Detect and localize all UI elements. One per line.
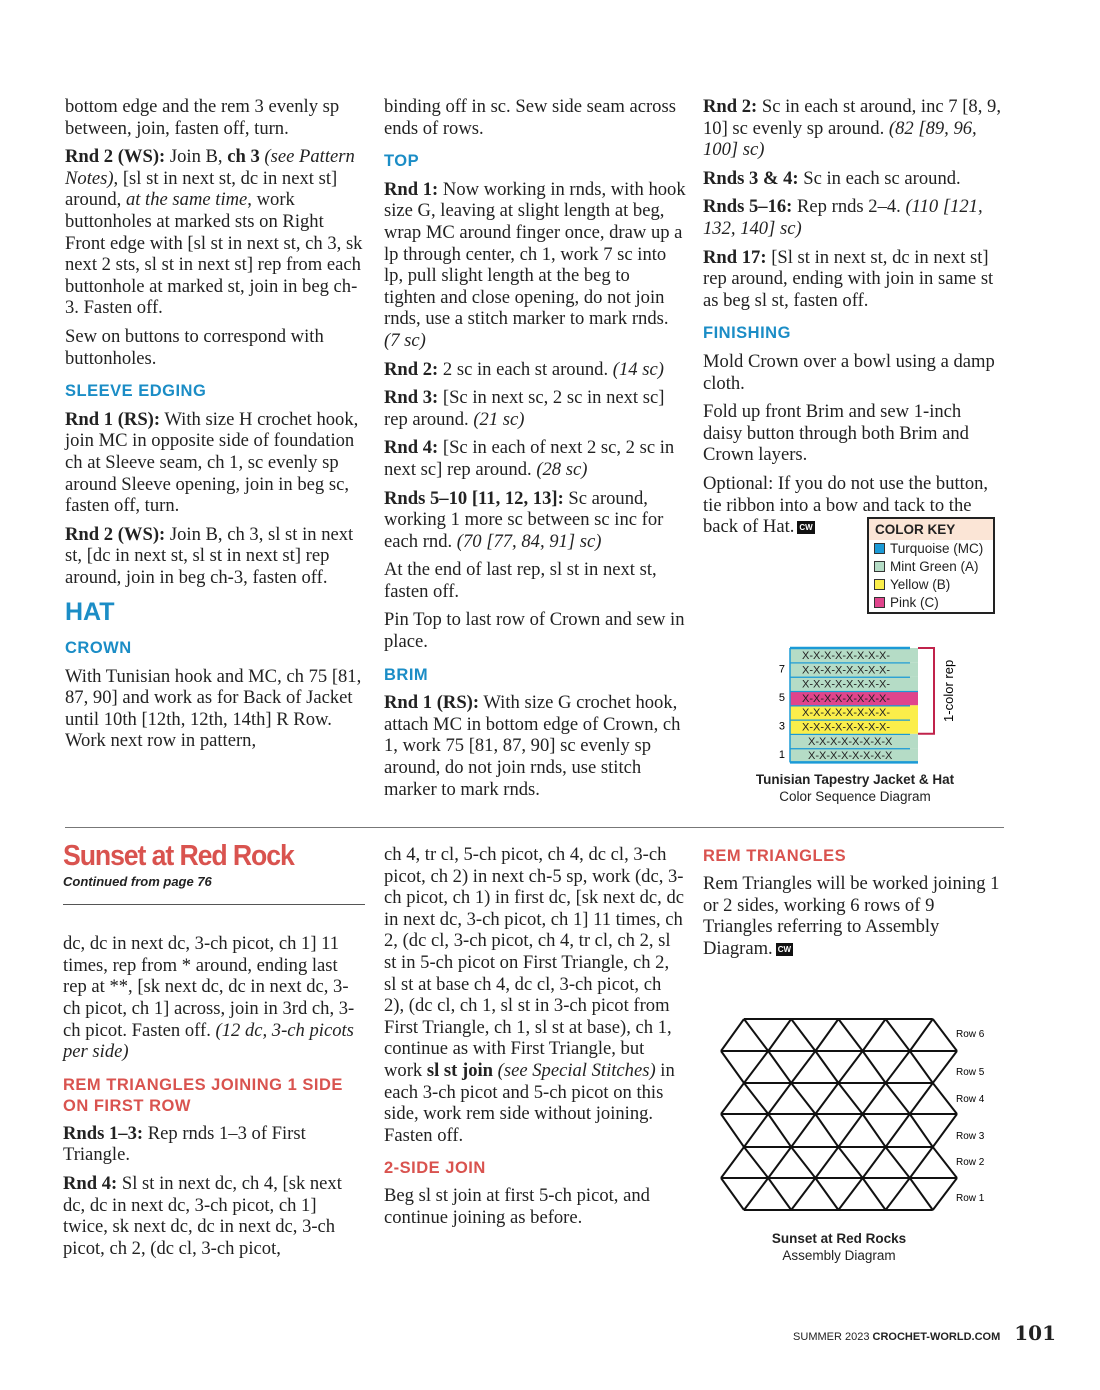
page-number: 101 — [1014, 1321, 1056, 1345]
text-run: [Sc in each of next 2 sc, 2 sc in next sc] rep around. — [384, 437, 675, 480]
triangle-edge — [744, 1114, 768, 1147]
section-heading: 2-SIDE JOIN — [384, 1159, 486, 1178]
section-heading: REM TRIANGLES — [703, 847, 847, 865]
italic-run: (28 sc) — [536, 458, 588, 480]
page-footer — [793, 1321, 1056, 1345]
text-run: binding off in sc. Sew side seam across ends of rows. — [384, 96, 676, 139]
triangle-edge — [863, 1051, 886, 1083]
triangle-edge — [933, 1019, 957, 1051]
text-run: [Sc in next sc, 2 sc in next sc] rep around. — [384, 387, 665, 430]
bottom-column-3 — [703, 834, 1005, 966]
triangle-edge — [933, 1114, 957, 1147]
text-run: Sew on buttons to correspond with buttonholes. — [65, 325, 324, 369]
triangle-edge — [910, 1147, 933, 1178]
triangle-edge — [838, 1178, 862, 1210]
bold-run: ch 3 — [227, 146, 260, 168]
paragraph — [384, 1185, 686, 1228]
triangle-edge — [791, 1147, 815, 1178]
text-run: Sc in each sc around. — [798, 167, 961, 189]
bold-run: Rnds 1–3: — [63, 1122, 144, 1144]
triangle-edge — [791, 1083, 815, 1114]
paragraph — [65, 326, 367, 369]
row-label: Row 5 — [956, 1067, 985, 1078]
repeat-bracket — [918, 648, 934, 734]
paragraph — [384, 488, 686, 553]
bold-run: Rnds 3 & 4: — [703, 167, 799, 189]
article-continued: Continued from page 76 — [63, 873, 212, 889]
row-number: 3 — [778, 720, 785, 733]
triangle-edge — [791, 1114, 815, 1147]
bold-run: Rnd 3: — [384, 387, 439, 409]
paragraph — [65, 524, 367, 589]
top-column-1 — [65, 96, 367, 759]
triangle-edge — [744, 1178, 768, 1210]
stitch-row: X-X-X-X-X-X-X-X- — [802, 678, 890, 691]
paragraph — [703, 401, 1005, 466]
triangle-edge — [721, 1051, 744, 1083]
triangle-edge — [863, 1019, 886, 1051]
color-key-label: Mint Green (A) — [890, 558, 979, 574]
italic-run: (see Pattern Notes) — [65, 146, 355, 189]
triangle-edge — [910, 1114, 933, 1147]
section-heading: TOP — [384, 152, 420, 171]
row-number: 5 — [778, 691, 785, 704]
section-divider — [65, 827, 1004, 828]
stitch-row: X-X-X-X-X-X-X-X — [808, 735, 893, 748]
triangle-edge — [910, 1051, 933, 1083]
triangle-edge — [791, 1019, 815, 1051]
triangle-edge — [933, 1147, 957, 1178]
stitch-row: X-X-X-X-X-X-X-X- — [802, 692, 890, 705]
triangle-edge — [815, 1147, 838, 1178]
triangle-edge — [768, 1051, 791, 1083]
bold-run: Rnd 2 (WS): — [65, 146, 166, 168]
text-run: Rep rnds 1–3 of First Triangle. — [63, 1122, 306, 1166]
italic-run: (see Special Stitches) — [497, 1059, 656, 1081]
footer-publication — [793, 1331, 1000, 1343]
bold-run: Rnd 17: — [703, 246, 767, 268]
triangle-edge — [933, 1178, 957, 1210]
color-sequence-caption — [730, 771, 980, 805]
bold-run: Rnd 2 (WS): — [65, 523, 166, 545]
paragraph — [384, 692, 686, 800]
triangle-edge — [721, 1147, 744, 1178]
color-key-item — [869, 594, 993, 612]
triangle-edge — [791, 1178, 815, 1210]
paragraph — [703, 196, 1005, 239]
text-run: 2 sc in each st around. — [438, 358, 613, 380]
text-run: Mold Crown over a bowl using a damp cloth. — [703, 350, 995, 394]
paragraph — [384, 179, 686, 352]
triangle-edge — [744, 1051, 768, 1083]
text-run: in each 3-ch picot and 5-ch picot on this side, work rem side without joining. Fasten off. — [384, 1059, 675, 1146]
triangle-edge — [815, 1083, 838, 1114]
triangle-edge — [838, 1147, 862, 1178]
triangle-edge — [721, 1083, 744, 1114]
color-sequence-diagram — [770, 640, 970, 770]
paragraph — [384, 609, 686, 652]
color-swatch — [874, 543, 885, 554]
color-key-item — [869, 576, 993, 594]
triangle-edge — [910, 1019, 933, 1051]
triangle-edge — [815, 1114, 838, 1147]
color-key-label: Yellow (B) — [890, 576, 951, 592]
stitch-row: X-X-X-X-X-X-X-X — [808, 750, 893, 763]
triangle-edge — [721, 1114, 744, 1147]
paragraph — [703, 351, 1005, 394]
text-run: Beg sl st join at first 5-ch picot, and continue joining as before. — [384, 1185, 650, 1228]
triangle-edge — [721, 1178, 744, 1210]
footer-site: CROCHET-WORLD.COM — [872, 1331, 1001, 1343]
paragraph — [65, 96, 367, 139]
text-run: [Sl st in next st, dc in next st] rep around, ending with join in same st as beg sl st, fasten off. — [703, 246, 994, 311]
triangle-edge — [838, 1019, 862, 1051]
italic-run: at the same time — [125, 189, 248, 211]
triangle-edge — [768, 1178, 791, 1210]
paragraph — [384, 96, 686, 139]
triangle-edge — [815, 1051, 838, 1083]
italic-run: (12 dc, 3-ch picots per side) — [63, 1019, 354, 1063]
triangle-edge — [886, 1114, 910, 1147]
stitch-row: X-X-X-X-X-X-X-X- — [802, 707, 890, 720]
color-key — [867, 517, 995, 614]
paragraph — [65, 146, 367, 319]
triangle-edge — [863, 1114, 886, 1147]
paragraph — [65, 666, 367, 752]
text-run: Pin Top to last row of Crown and sew in place. — [384, 609, 685, 653]
text-run: Rem Triangles will be worked joining 1 or 2 sides, working 6 rows of 9 Triangles referring to Assembly Diagram. — [703, 873, 1000, 959]
triangle-edge — [886, 1178, 910, 1210]
section-heading: BRIM — [384, 665, 429, 684]
text-run: ch 4, tr cl, 5-ch picot, ch 4, dc cl, 3-ch picot, ch 2) in next ch-5 sp, work (dc, 3-ch picot, ch 1) in first dc, [sk next dc, dc in next dc, 3-ch picot, ch 1] 11 times, ch 2, (dc cl, 3-ch picot, ch 4, tr cl, ch 2, sl st in 5-ch picot on First Triangle, ch 2, sl st at base ch 4, dc cl, 3-ch picot, ch 2), (dc cl, ch 1, sl st in 3-ch picot from First Triangle, ch 1, sl st at base), ch 1, continue as with First Triangle, but work — [384, 844, 684, 1081]
optional-text: Optional: If you do not use the button, tie ribbon into a bow and tack to the back of Hat. — [703, 472, 989, 538]
text-run: Join B, ch 3, sl st in next st, [dc in next st, sl st in next st] rep around, join in beg ch-3, fasten off. — [65, 523, 354, 588]
italic-run: (110 [121, 132, 140] sc) — [703, 196, 983, 239]
triangle-edge — [744, 1019, 768, 1051]
repeat-label: 1-color rep — [941, 659, 956, 722]
paragraph — [63, 1123, 365, 1166]
bold-run: Rnd 1: — [384, 178, 439, 200]
triangle-edge — [768, 1083, 791, 1114]
section-heading: FINISHING — [703, 324, 791, 343]
stitch-row: X-X-X-X-X-X-X-X- — [802, 650, 890, 662]
paragraph — [384, 559, 686, 602]
stitch-row: X-X-X-X-X-X-X-X- — [802, 721, 890, 734]
top-column-2 — [384, 96, 686, 807]
section-heading: REM TRIANGLES JOINING 1 SIDE ON FIRST ROW — [63, 1075, 343, 1115]
bold-run: Rnd 2: — [384, 358, 439, 380]
footer-issue: SUMMER 2023 — [793, 1331, 870, 1343]
text-run: Sc in each st around, inc 7 [8, 9, 10] sc evenly sp around. — [703, 96, 1001, 139]
bold-run: Rnd 4: — [63, 1172, 118, 1194]
triangle-edge — [886, 1019, 910, 1051]
color-swatch — [874, 579, 885, 590]
bold-run: Rnd 4: — [384, 437, 439, 459]
title-rule — [63, 904, 365, 905]
triangle-edge — [863, 1147, 886, 1178]
triangle-edge — [910, 1178, 933, 1210]
color-swatch — [874, 561, 885, 572]
triangle-edge — [910, 1083, 933, 1114]
row-label: Row 6 — [956, 1029, 985, 1040]
paragraph — [703, 96, 1005, 161]
text-run: With Tunisian hook and MC, ch 75 [81, 87, 90] and work as for Back of Jacket until 10th [12th, 12th, 14th] R Row. Work next row in pattern, — [65, 665, 362, 752]
paragraph — [63, 933, 365, 1063]
text-run: Join B, — [165, 146, 228, 168]
triangle-edge — [744, 1147, 768, 1178]
row-label: Row 3 — [956, 1131, 985, 1142]
text-run: Now working in rnds, with hook size G, leaving at slight length at beg, wrap MC around finger once, draw up a lp through center, ch 1, work 7 sc into lp, pull slight length at the beg to tighten and close opening, do not join rnds, use a stitch marker to mark rnds. — [384, 178, 686, 330]
text-run: With size G crochet hook, attach MC in bottom edge of Crown, ch 1, work 75 [81, 87, 90] sc evenly sp around, do not join rnds, use stitch marker to mark rnds. — [384, 692, 681, 800]
italic-run: (82 [89, 96, 100] sc) — [703, 117, 977, 161]
bottom-column-2 — [384, 844, 686, 1236]
text-run: With size H crochet hook, join MC in opposite side of foundation ch at Sleeve seam, ch 1, sc evenly sp around Sleeve opening, join in beg sc, fasten off, turn. — [65, 408, 359, 517]
text-run: , [sl st in next st, dc in next st] around, — [65, 167, 338, 211]
color-swatch — [874, 597, 885, 608]
bold-run: Rnds 5–16: — [703, 196, 793, 218]
article-title: Sunset at Red Rock — [63, 840, 294, 872]
text-run: , work buttonholes at marked sts on Right Front edge with [sl st in next st, ch 3, sk next 2 sts, sl st in next st] rep from each buttonhole at marked st, join in beg ch-3. Fasten off. — [65, 189, 363, 319]
row-number: 1 — [778, 749, 785, 762]
triangle-edge — [838, 1083, 862, 1114]
triangle-edge — [933, 1083, 957, 1114]
caption-subtitle: Assembly Diagram — [782, 1248, 896, 1263]
paragraph — [65, 409, 367, 517]
color-key-title: COLOR KEY — [869, 519, 993, 540]
italic-run: (70 [77, 84, 91] sc) — [456, 530, 602, 552]
triangle-edge — [815, 1178, 838, 1210]
triangle-edge — [933, 1051, 957, 1083]
paragraph — [703, 873, 1005, 959]
text-run: Rep rnds 2–4. — [792, 196, 906, 218]
triangle-edge — [768, 1114, 791, 1147]
triangle-edge — [838, 1051, 862, 1083]
triangle-edge — [768, 1147, 791, 1178]
paragraph — [63, 1173, 365, 1259]
row-label: Row 4 — [956, 1094, 985, 1105]
bottom-column-1 — [63, 840, 365, 1266]
triangle-edge — [768, 1019, 791, 1051]
bold-run: Rnd 2: — [703, 96, 758, 117]
bottom-column-1-text — [63, 933, 365, 1259]
color-key-label: Turquoise (MC) — [890, 540, 984, 556]
italic-run: (21 sc) — [473, 408, 525, 430]
text-run: Sl st in next dc, ch 4, [sk next dc, dc in next dc, 3-ch picot, ch 1] twice, sk next dc, dc in next dc, 3-ch picot, ch 2, (dc cl, 3-ch picot, — [63, 1172, 342, 1259]
italic-run: (7 sc) — [384, 329, 426, 351]
paragraph — [703, 168, 1005, 190]
caption-title: Sunset at Red Rocks — [771, 1231, 907, 1246]
section-heading: CROWN — [65, 639, 132, 658]
bold-run: Rnds 5–10 [11, 12, 13]: — [384, 487, 564, 509]
text-run: Sc around, working 1 more sc between sc inc for each rnd. — [384, 487, 664, 552]
triangle-edge — [744, 1083, 768, 1114]
assembly-diagram — [700, 1000, 1020, 1230]
paragraph — [384, 359, 686, 381]
triangle-edge — [886, 1051, 910, 1083]
bold-run: Rnd 1 (RS): — [65, 408, 161, 430]
row-label: Row 2 — [956, 1157, 985, 1168]
row-label: Row 1 — [956, 1193, 985, 1204]
bold-run: sl st join — [426, 1059, 493, 1081]
paragraph — [384, 387, 686, 430]
top-column-3-text — [703, 96, 1005, 466]
triangle-edge — [791, 1051, 815, 1083]
color-key-label: Pink (C) — [890, 594, 939, 610]
end-mark-logo: CW — [799, 523, 813, 533]
text-run: Fold up front Brim and sew 1-inch daisy button through both Brim and Crown layers. — [703, 401, 969, 466]
caption-title: Tunisian Tapestry Jacket & Hat — [755, 772, 955, 787]
triangle-edge — [863, 1178, 886, 1210]
color-key-item — [869, 540, 993, 558]
top-column-3 — [703, 96, 1005, 614]
italic-run: (14 sc) — [612, 358, 664, 380]
color-key-item — [869, 558, 993, 576]
triangle-edge — [838, 1114, 862, 1147]
triangle-edge — [886, 1147, 910, 1178]
stitch-row: X-X-X-X-X-X-X-X- — [802, 664, 890, 677]
triangle-edge — [815, 1019, 838, 1051]
text-run: dc, dc in next dc, 3-ch picot, ch 1] 11 times, rep from * around, ending last rep at **, [sk next dc, dc in next dc, 3-ch picot, ch 1] across, join in 3rd ch, 3-ch picot. Fasten off. — [63, 933, 355, 1041]
paragraph — [703, 247, 1005, 312]
caption-subtitle: Color Sequence Diagram — [779, 789, 931, 804]
assembly-caption — [714, 1230, 964, 1264]
section-heading: SLEEVE EDGING — [65, 382, 207, 401]
paragraph — [384, 437, 686, 480]
paragraph — [384, 844, 686, 1146]
section-heading: HAT — [65, 598, 115, 627]
bold-run: Rnd 1 (RS): — [384, 692, 480, 714]
text-run: bottom edge and the rem 3 evenly sp between, join, fasten off, turn. — [65, 96, 340, 139]
row-number: 7 — [778, 663, 785, 676]
triangle-edge — [721, 1019, 744, 1051]
triangle-edge — [886, 1083, 910, 1114]
end-mark-logo: CW — [777, 944, 792, 954]
triangle-edge — [863, 1083, 886, 1114]
text-run: At the end of last rep, sl st in next st, fasten off. — [384, 559, 657, 602]
